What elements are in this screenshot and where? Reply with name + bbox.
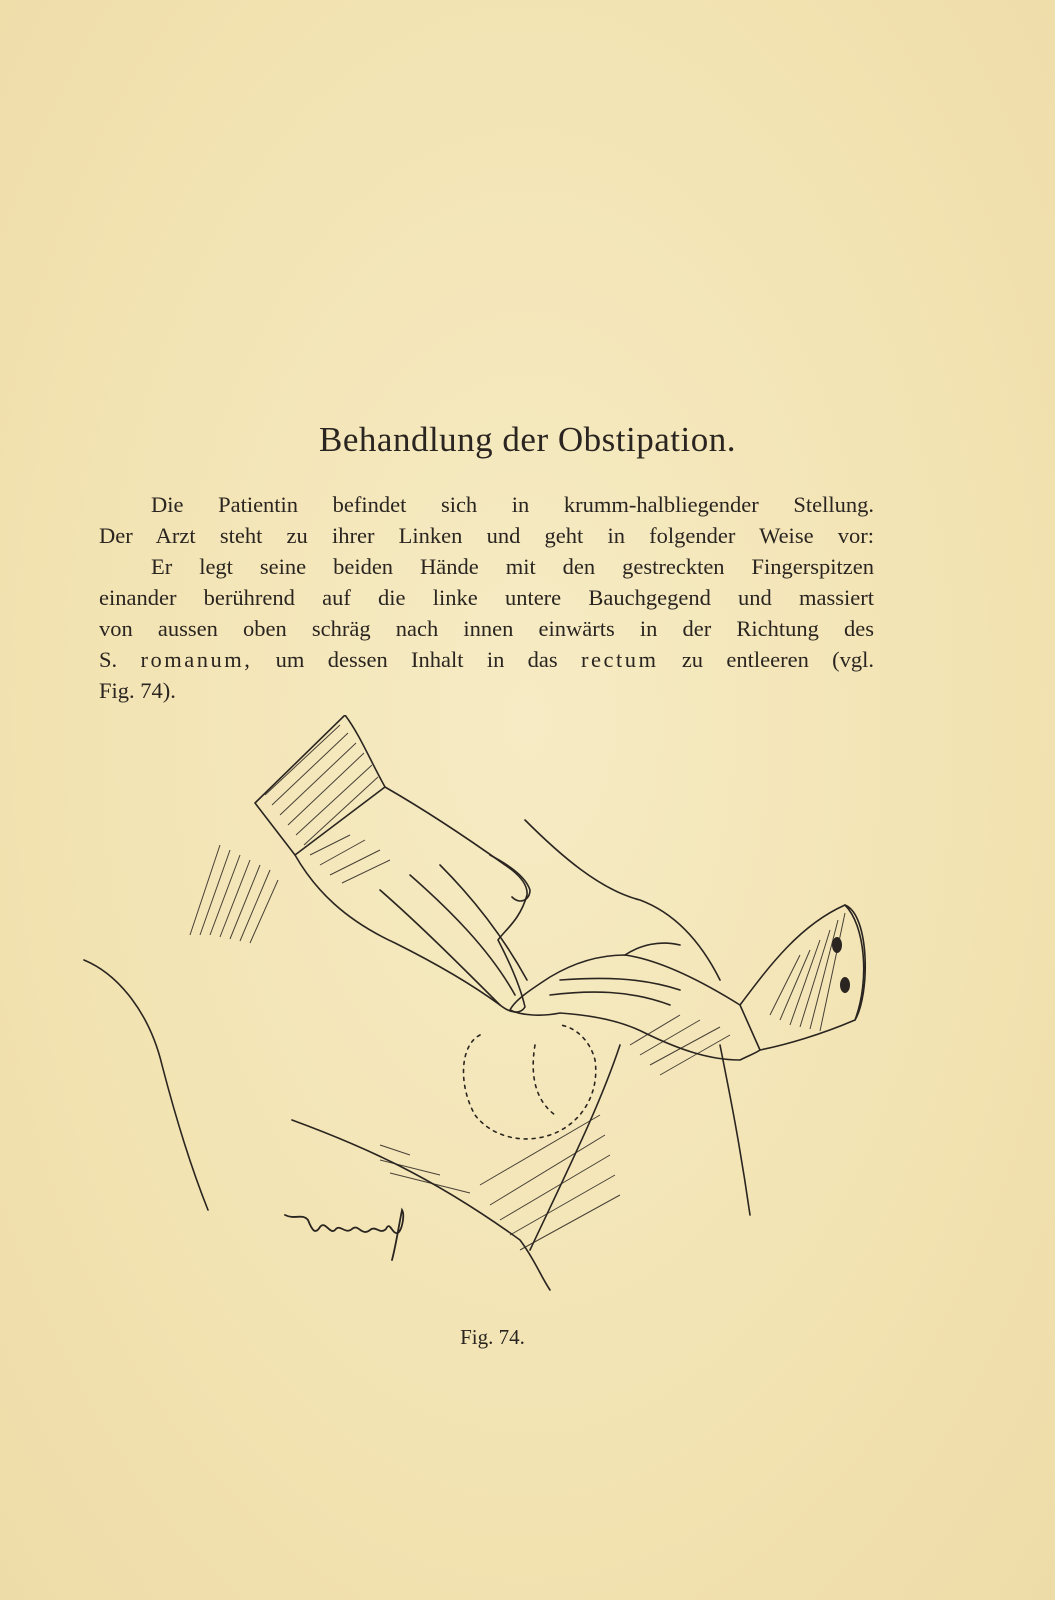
right-hand (510, 955, 760, 1060)
fabric-edge (292, 1120, 550, 1290)
text-fragment: zu entleeren (vgl. (681, 647, 875, 672)
text-line: Der Arzt steht zu ihrer Linken und geht in folgender Weise vor: (99, 523, 874, 548)
hatching (380, 1145, 470, 1193)
text-fragment: um dessen Inhalt in das (275, 647, 558, 672)
engraver-signature (285, 1210, 403, 1260)
text-fragment: S. (99, 647, 118, 672)
hatching (190, 845, 278, 943)
right-finger (550, 992, 670, 1005)
cuff-eyelet (832, 937, 842, 953)
figure-caption: Fig. 74. (460, 1325, 525, 1349)
emphasized-term: rectum (581, 647, 659, 672)
thigh-contour (720, 1045, 750, 1215)
organ-outline (464, 1025, 596, 1139)
cuff-eyelet (840, 977, 850, 993)
hatching (770, 913, 845, 1031)
text-line: einander berührend auf die linke untere Bauchgegend und massiert (99, 585, 874, 610)
page-title: Behandlung der Obstipation. (319, 420, 736, 459)
text-line: Fig. 74). (99, 678, 176, 703)
right-thumb (625, 943, 680, 955)
hatching (630, 1015, 730, 1075)
hatching (310, 835, 390, 883)
body-text (99, 489, 874, 706)
text-line: von aussen oben schräg nach innen einwärts in der Richtung des (99, 616, 874, 641)
body-contour-right (525, 820, 720, 980)
organ-outline (533, 1045, 555, 1115)
left-thumb (490, 855, 530, 901)
emphasized-term: romanum, (140, 647, 253, 672)
right-cuff-opening (845, 905, 865, 1020)
text-line (99, 644, 874, 675)
body-contour-left (84, 960, 208, 1210)
left-cuff (255, 715, 385, 855)
figure-illustration (80, 715, 900, 1315)
text-line: Die Patientin befindet sich in krumm-halbliegender Stellung. (151, 492, 874, 517)
text-line: Er legt seine beiden Hände mit den gestreckten Fingerspitzen (151, 554, 874, 579)
right-finger (560, 978, 680, 990)
hatching (265, 725, 378, 845)
